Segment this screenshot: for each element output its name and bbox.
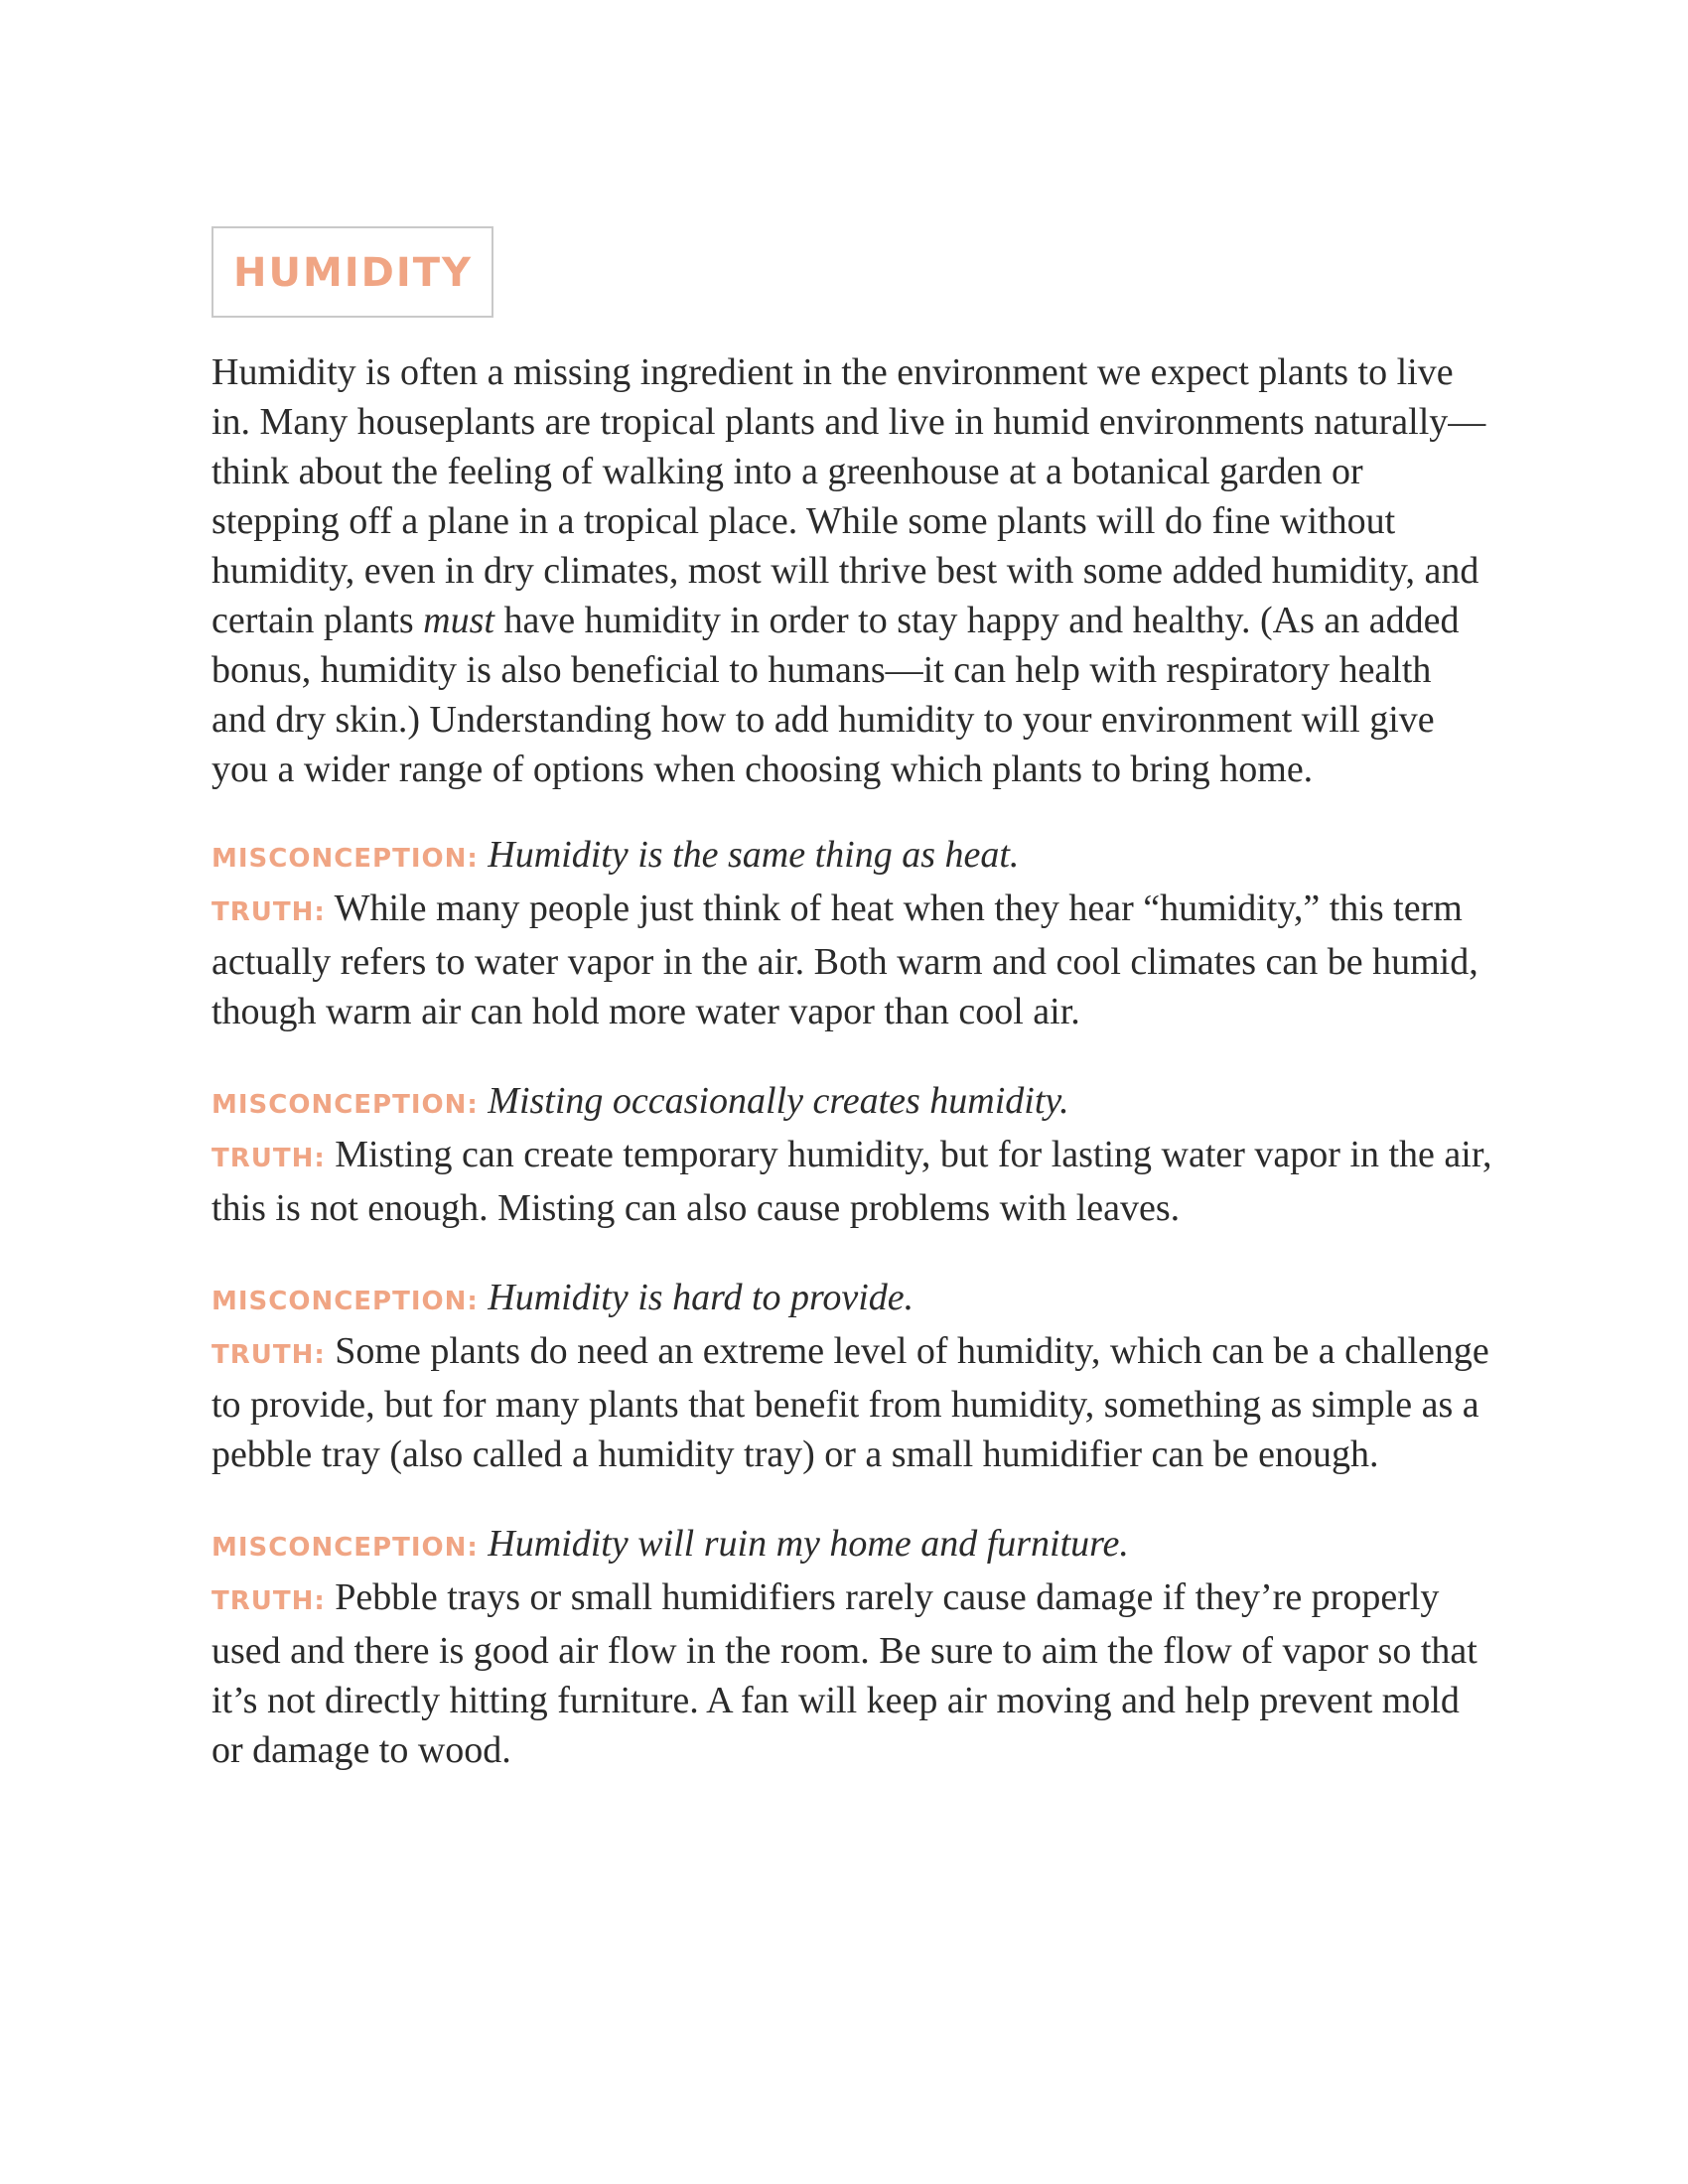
truth-line bbox=[211, 1130, 1492, 1233]
intro-text-end: have humidity in order to stay happy and healthy. (As an added bonus, humidity is also beneficial to humans—it can help with respiratory health and dry skin.) Understanding how to add humidity to your environment will give you a wider range of options when choosing which plants to bring home. bbox=[211, 600, 1460, 790]
truth-text: While many people just think of heat when they hear “humidity,” this term actually refers to water vapor in the air. Both warm and cool climates can be humid, though warm air can hold more water vapor than cool air. bbox=[211, 887, 1478, 1032]
misconception-label: MISCONCEPTION: bbox=[211, 1090, 479, 1120]
section-heading-box bbox=[211, 226, 493, 318]
misconception-line bbox=[211, 1519, 1492, 1572]
misconception-text: Misting occasionally creates humidity. bbox=[488, 1080, 1069, 1122]
misconception-block bbox=[211, 1273, 1492, 1479]
truth-line bbox=[211, 1326, 1492, 1479]
truth-label: TRUTH: bbox=[211, 897, 326, 927]
misconception-line bbox=[211, 1076, 1492, 1130]
misconception-text: Humidity is the same thing as heat. bbox=[488, 834, 1020, 876]
misconception-text: Humidity is hard to provide. bbox=[488, 1277, 914, 1318]
intro-paragraph bbox=[211, 347, 1492, 794]
misconception-text: Humidity will ruin my home and furniture. bbox=[488, 1523, 1129, 1565]
truth-text: Some plants do need an extreme level of humidity, which can be a challenge to provide, but for many plants that benefit from humidity, something as simple as a pebble tray (also called a humidity tray) or a small humidifier can be enough. bbox=[211, 1330, 1489, 1475]
misconception-line bbox=[211, 1273, 1492, 1326]
misconception-label: MISCONCEPTION: bbox=[211, 1533, 479, 1563]
misconception-label: MISCONCEPTION: bbox=[211, 1287, 479, 1316]
intro-text-start: Humidity is often a missing ingredient in the environment we expect plants to live in. Many houseplants are tropical plants and live in humid environments naturally—think about the feeling of walking into a greenhouse at a botanical garden or stepping off a plane in a tropical place. While some plants will do fine without humidity, even in dry climates, most will thrive best with some added humidity, and certain plants bbox=[211, 351, 1486, 641]
misconception-block bbox=[211, 1519, 1492, 1775]
intro-emphasis: must bbox=[423, 600, 494, 641]
misconception-block bbox=[211, 830, 1492, 1036]
truth-line bbox=[211, 1572, 1492, 1775]
truth-line bbox=[211, 884, 1492, 1036]
truth-text: Pebble trays or small humidifiers rarely cause damage if they’re properly used and there is good air flow in the room. Be sure to aim the flow of vapor so that it’s not directly hitting furniture. A fan will keep air moving and help prevent mold or damage to wood. bbox=[211, 1576, 1477, 1771]
page-content bbox=[211, 226, 1492, 1815]
truth-label: TRUTH: bbox=[211, 1340, 326, 1370]
misconception-block bbox=[211, 1076, 1492, 1233]
truth-label: TRUTH: bbox=[211, 1586, 326, 1616]
misconception-line bbox=[211, 830, 1492, 884]
truth-label: TRUTH: bbox=[211, 1144, 326, 1173]
misconception-label: MISCONCEPTION: bbox=[211, 844, 479, 874]
truth-text: Misting can create temporary humidity, but for lasting water vapor in the air, this is not enough. Misting can also cause problems with leaves. bbox=[211, 1134, 1492, 1229]
section-heading: HUMIDITY bbox=[233, 250, 473, 296]
